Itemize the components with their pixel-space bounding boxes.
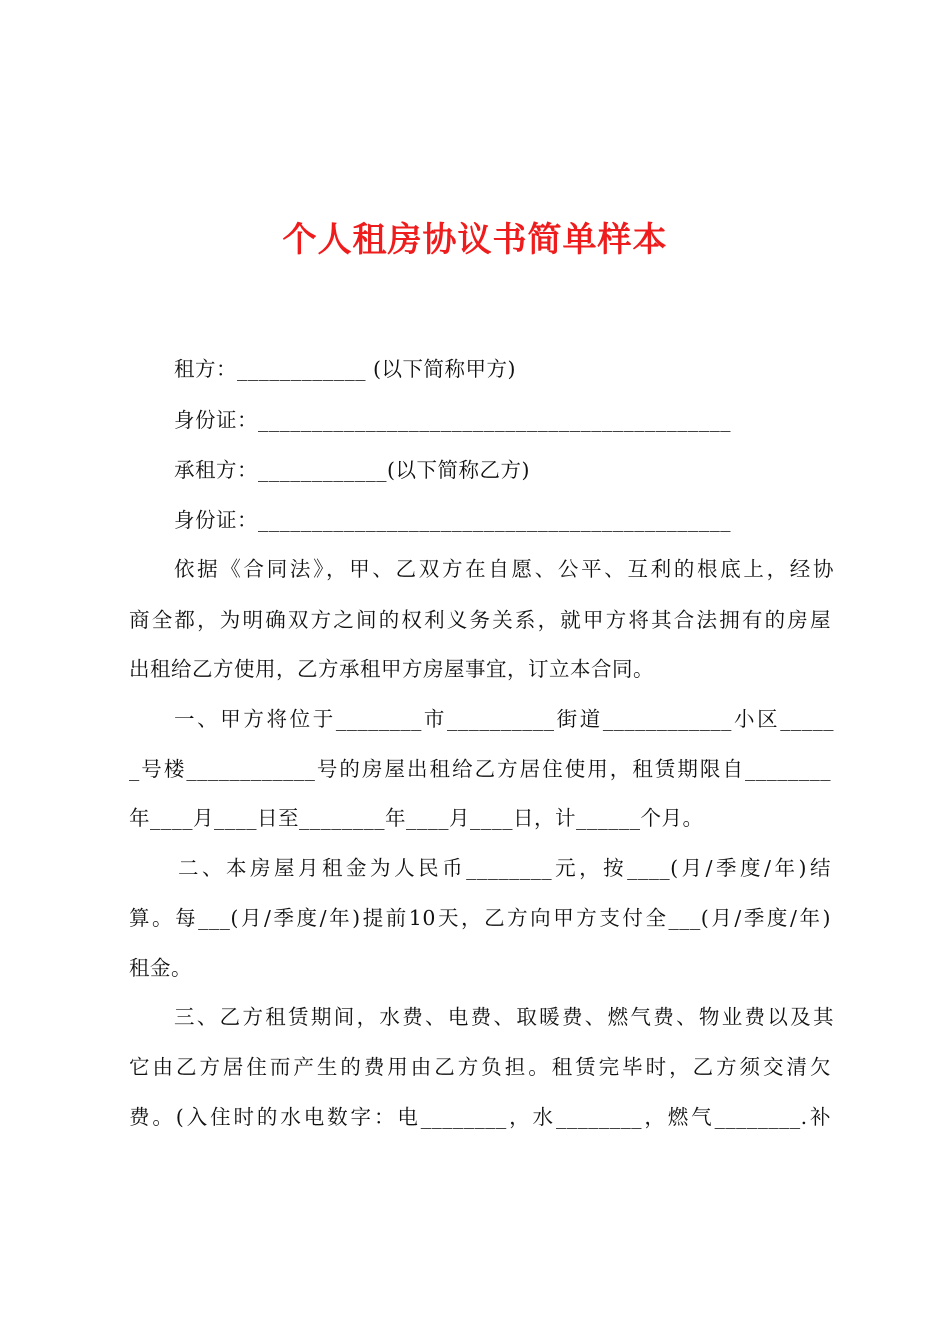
clause-2-line-2: 算。每___(月/季度/年)提前10天，乙方向甲方支付全___(月/季度/年): [129, 906, 831, 930]
clause-1-line-1: 一、甲方将位于________市__________街道____________小区_____: [174, 707, 834, 731]
clause-2-line-3: 租金。: [129, 956, 192, 980]
clause-2-line-1: 二、本房屋月租金为人民币________元，按____(月/季度/年)结: [178, 856, 831, 880]
intro-line-2: 商全都，为明确双方之间的权利义务关系，就甲方将其合法拥有的房屋: [129, 608, 831, 632]
intro-line-3: 出租给乙方使用，乙方承租甲方房屋事宜，订立本合同。: [129, 657, 654, 681]
clause-1-line-3: 年____月____日至________年____月____日，计______个月。: [129, 806, 704, 830]
clause-1-line-2: _号楼____________号的房屋出租给乙方居住使用，租赁期限自________: [129, 757, 831, 781]
clause-3-line-3: 费。(入住时的水电数字：电________，水________，燃气________.补: [129, 1105, 831, 1129]
intro-line-1: 依据《合同法》，甲、乙双方在自愿、公平、互利的根底上，经协: [174, 557, 834, 581]
clause-3-line-2: 它由乙方居住而产生的费用由乙方负担。租赁完毕时，乙方须交清欠: [129, 1055, 831, 1079]
clause-3-line-1: 三、乙方租赁期间，水费、电费、取暖费、燃气费、物业费以及其: [174, 1005, 834, 1029]
lessee-id-line: 身份证：____________________________________________: [174, 508, 731, 532]
document-title: 个人租房协议书简单样本: [282, 220, 668, 260]
lessor-id-line: 身份证：____________________________________________: [174, 408, 731, 432]
lessor-line: 租方：____________ (以下简称甲方): [174, 357, 517, 381]
lessee-line: 承租方：____________(以下简称乙方): [174, 458, 530, 482]
